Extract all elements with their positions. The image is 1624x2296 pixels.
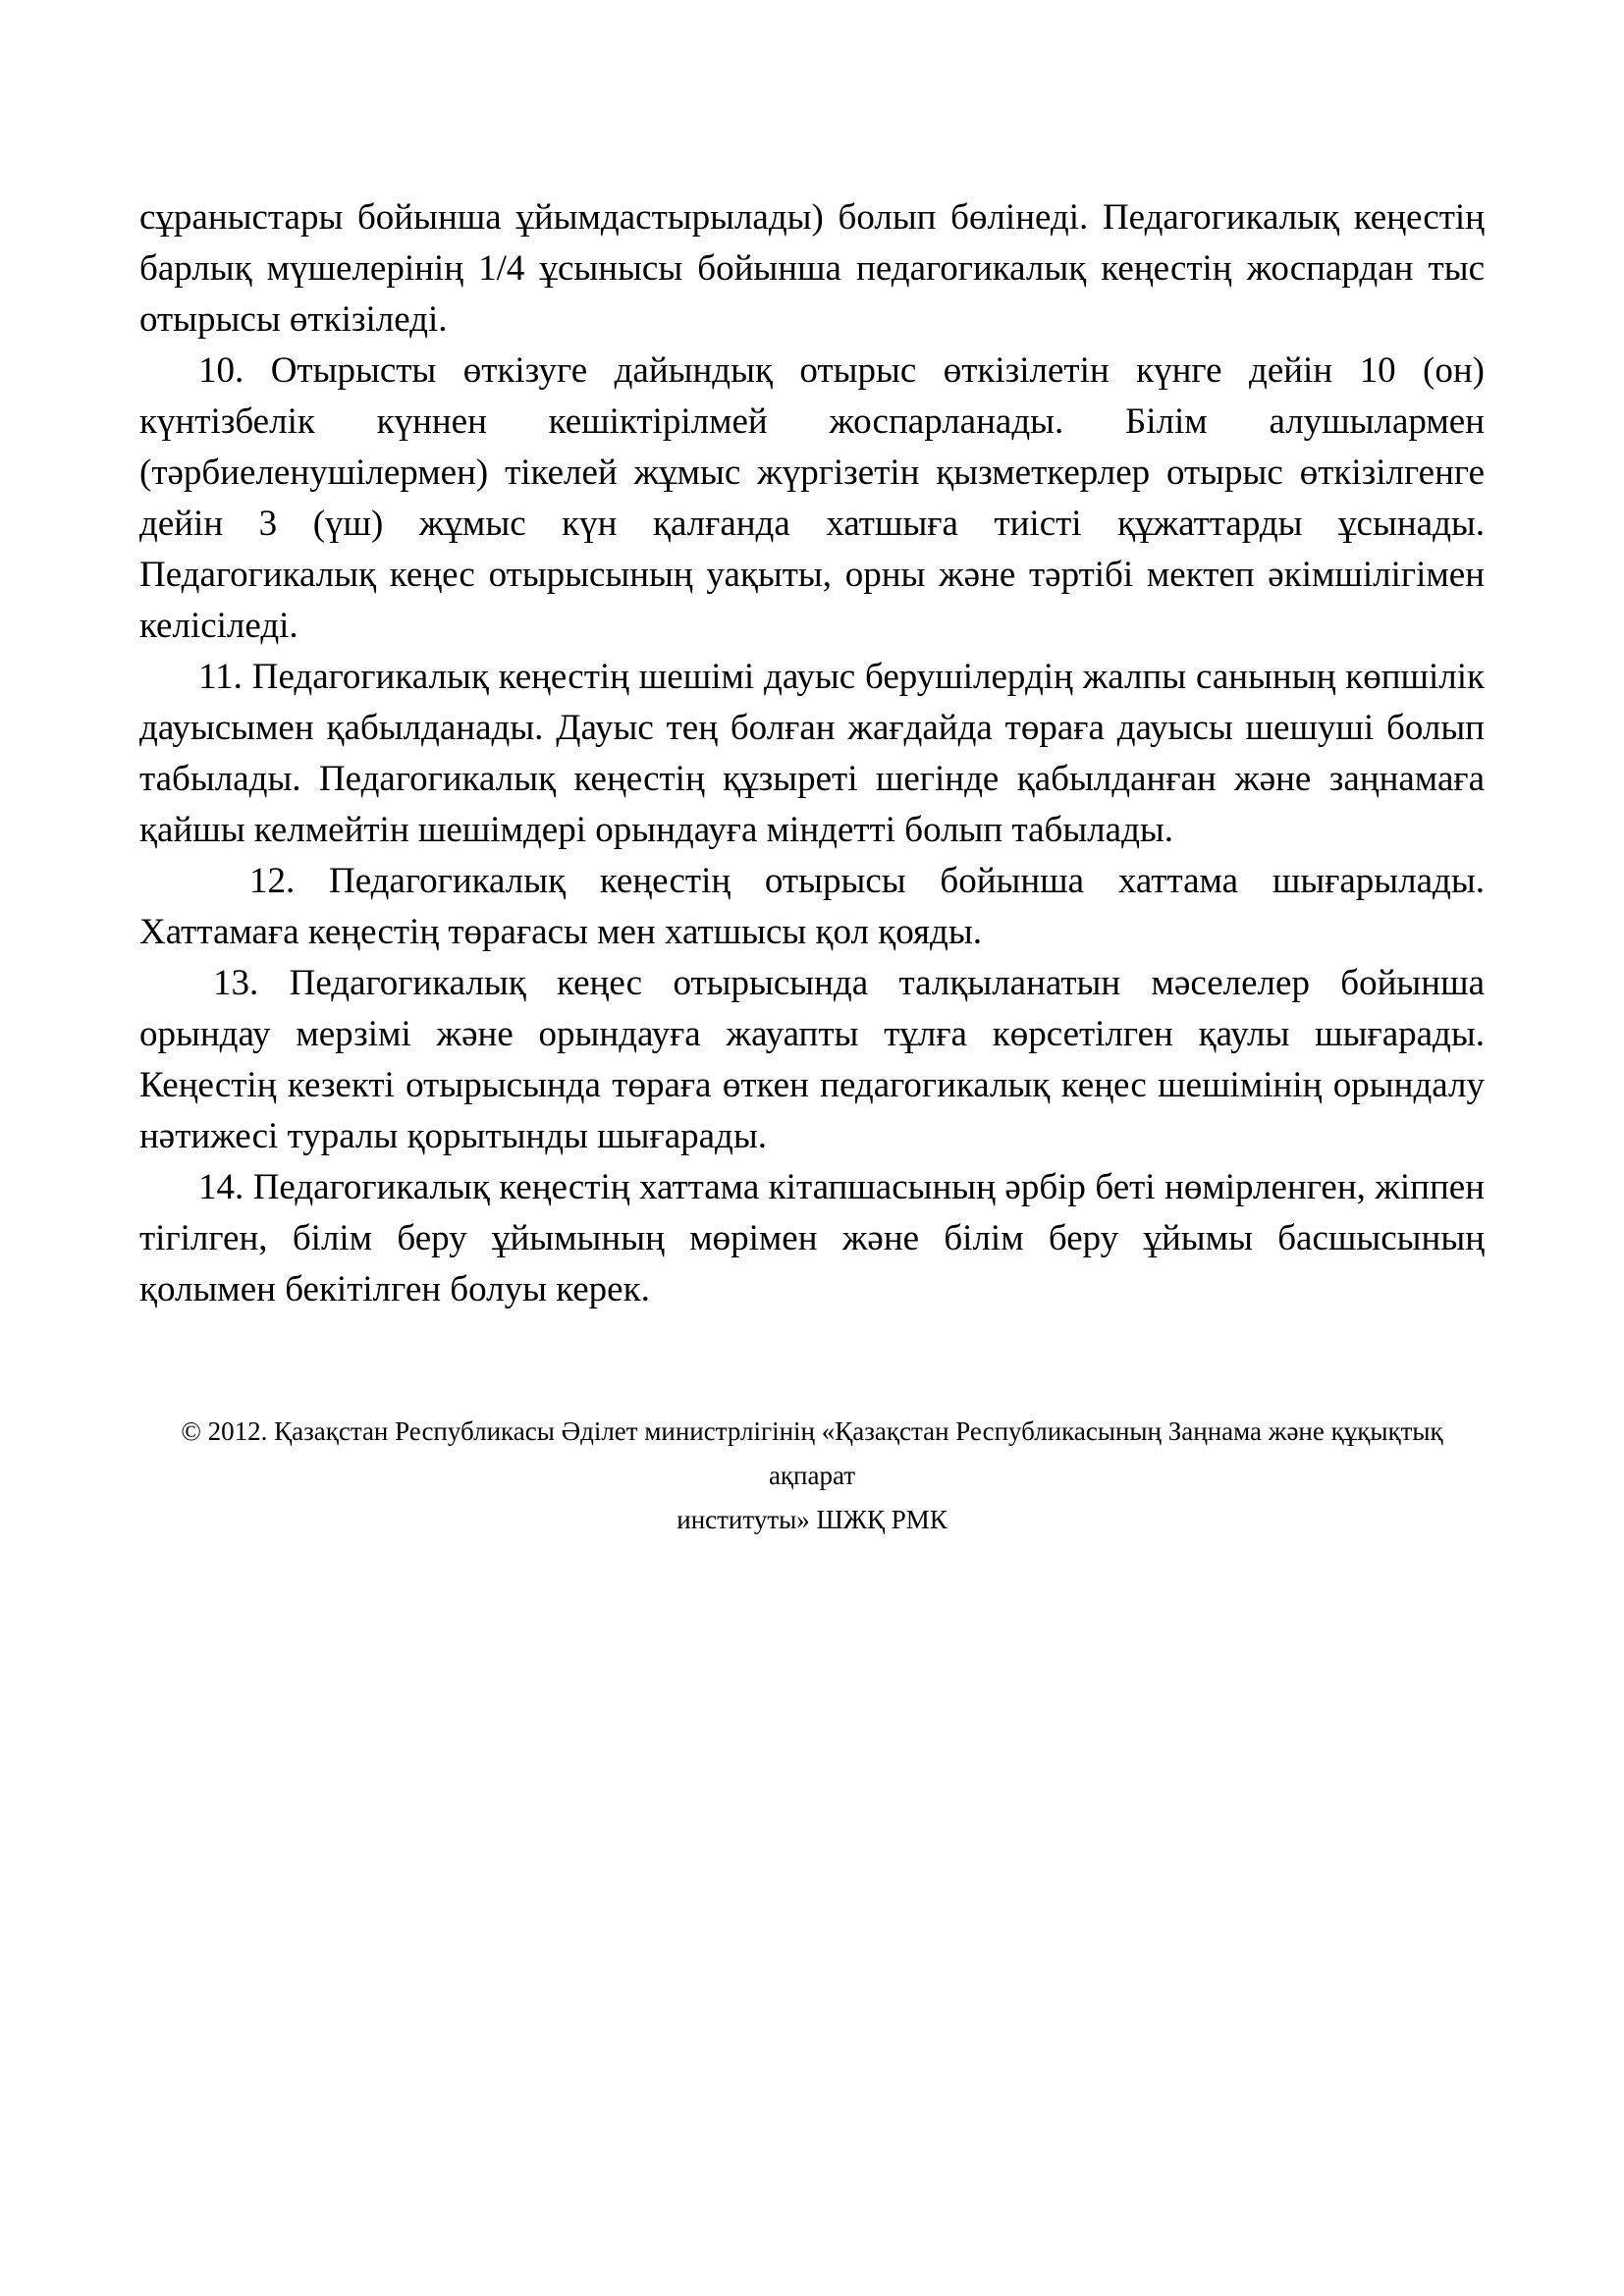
paragraph-item-10: 10. Отырысты өткізуге дайындық отырыс өткізілетін күнге дейін 10 (он) күнтізбелік күннен кешіктірілмей жоспарланады. Білім алушылармен (тәрбиеленушілермен) тікелей жұмыс жүргізетін қызметкерлер отырыс өткізілгенге дейін 3 (үш) жұмыс күн қалғанда хатшыға тиісті құжаттарды ұсынады. Педагогикалық кеңес отырысының уақыты, орны және тәртібі мектеп әкімшілігімен келісіледі. — [139, 350, 1485, 646]
copyright-footer — [139, 1410, 1485, 1542]
paragraph-item-14: 14. Педагогикалық кеңестің хаттама кітапшасының әрбір беті нөмірленген, жіппен тігілген, білім беру ұйымының мөрімен және білім беру ұйымы басшысының қолымен бекітілген болуы керек. — [139, 1167, 1485, 1309]
paragraph-item-12: 12. Педагогикалық кеңестің отырысы бойынша хаттама шығарылады. Хаттамаға кеңестің төрағасы мен хатшысы қол қояды. — [139, 861, 1485, 952]
paragraph-item-13: 13. Педагогикалық кеңес отырысында талқыланатын мәселелер бойынша орындау мерзімі және орындауға жауапты тұлға көрсетілген қаулы шығарады. Кеңестің кезекті отырысында төраға өткен педагогикалық кеңес шешімінің орындалу нәтижесі туралы қорытынды шығарады. — [139, 963, 1485, 1156]
document-body — [139, 192, 1485, 1542]
copyright-footer-line-2: институты» ШЖҚ РМК — [677, 1505, 947, 1534]
paragraph-item-11: 11. Педагогикалық кеңестің шешімі дауыс берушілердің жалпы санының көпшілік дауысымен қабылданады. Дауыс тең болған жағдайда төраға дауысы шешуші болып табылады. Педагогикалық кеңестің құзыреті шегінде қабылданған және заңнамаға қайшы келмейтін шешімдері орындауға міндетті болып табылады. — [139, 657, 1485, 850]
copyright-footer-line-1: © 2012. Қазақстан Республикасы Әділет министрлігінің «Қазақстан Республикасының Заңнама және құқықтық ақпарат — [181, 1416, 1443, 1490]
paragraph-continuation: сұраныстары бойынша ұйымдастырылады) болып бөлінеді. Педагогикалық кеңестің барлық мүшелерінің 1/4 ұсынысы бойынша педагогикалық кеңестің жоспардан тыс отырысы өткізіледі. — [139, 197, 1485, 340]
